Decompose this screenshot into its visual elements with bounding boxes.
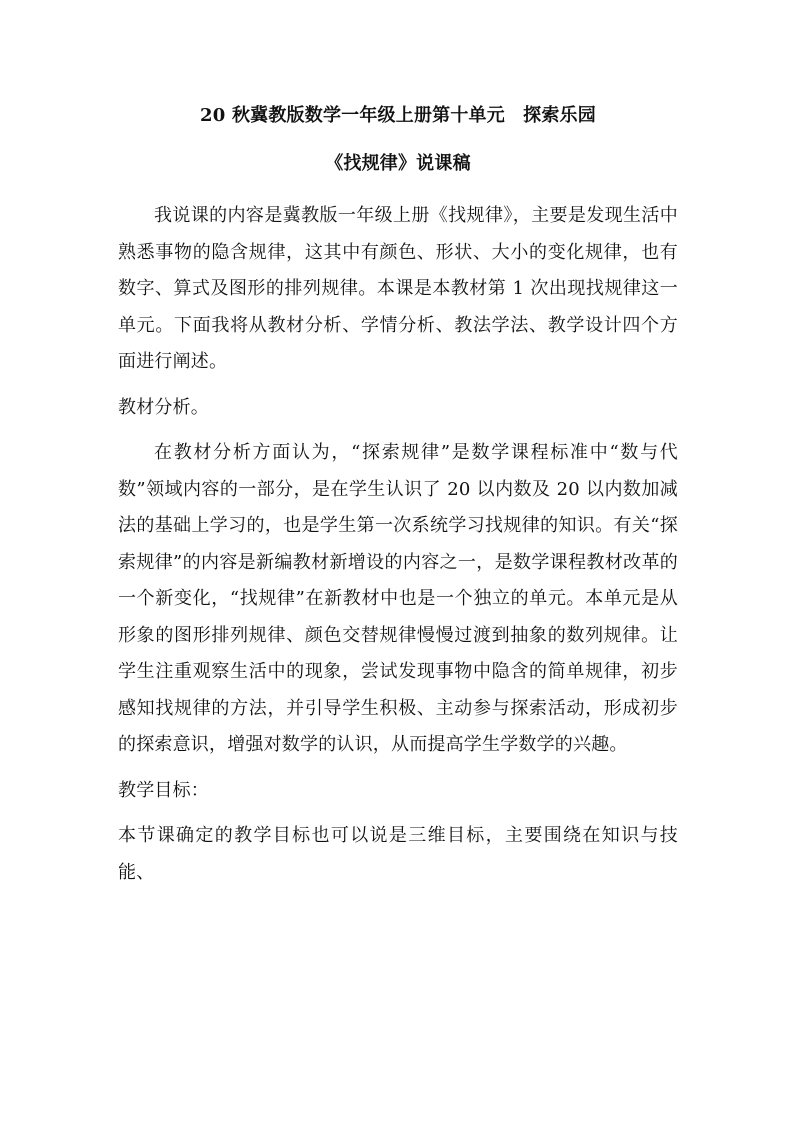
textbook-analysis-paragraph: 在教材分析方面认为，“探索规律”是数学课程标准中“数与代数”领域内容的一部分，是在学生认识了 20 以内数及 20 以内数加减法的基础上学习的，也是学生第一次系统学习找规律的知识。有关“探索规律”的内容是新编教材新增设的内容之一，是数学课程教材改革的一个新变化，“找规律”在新教材中也是一个独立的单元。本单元是从形象的图形排列规律、颜色交替规律慢慢过渡到抽象的数列规律。让学生注重观察生活中的现象，尝试发现事物中隐含的简单规律，初步感知找规律的方法，并引导学生积极、主动参与探索活动，形成初步的探索意识，增强对数学的认识，从而提高学生学数学的兴趣。 — [118, 442, 678, 755]
document-title-line-1: 20 秋冀教版数学一年级上册第十单元 探索乐园 — [200, 105, 596, 126]
section-heading-textbook-analysis: 教材分析。 — [118, 396, 209, 418]
document-content — [118, 102, 678, 891]
intro-paragraph: 我说课的内容是冀教版一年级上册《找规律》，主要是发现生活中熟悉事物的隐含规律，这其中有颜色、形状、大小的变化规律，也有数字、算式及图形的排列规律。本课是本教材第 1 次出现找规律这一单元。下面我将从教材分析、学情分析、教法学法、教学设计四个方面进行阐述。 — [118, 205, 678, 372]
section-heading-teaching-goals: 教学目标： — [118, 779, 209, 801]
document-title-line-2: 《找规律》说课稿 — [325, 153, 471, 174]
teaching-goals-paragraph: 本节课确定的教学目标也可以说是三维目标，主要围绕在知识与技能、 — [118, 825, 678, 883]
